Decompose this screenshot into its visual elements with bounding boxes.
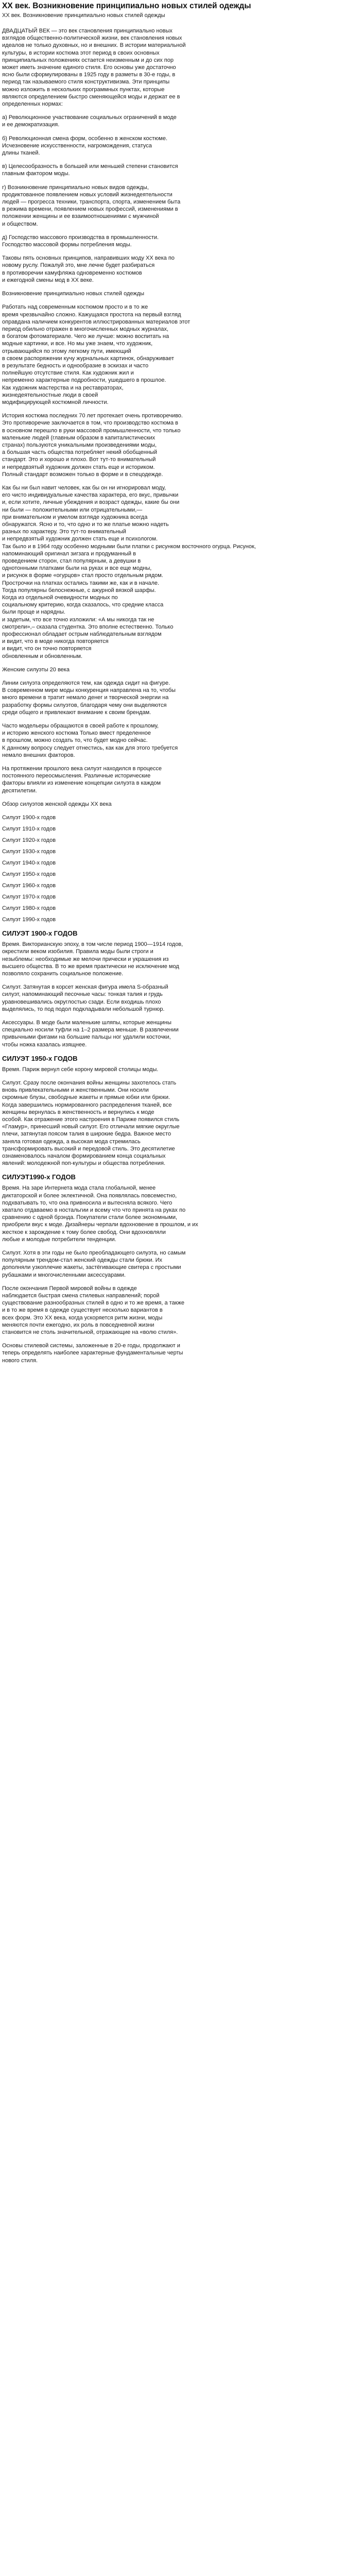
paragraph: Часто модельеры обращаются в своей работе к прошлому, и историю женского костюма Только вмест пределенное в прошлом, можно создать то, что будет модно сейчас. К данному вопросу следует отнестись, как как для этого требуется немало внешних факторов. [2,723,178,758]
paragraph: Женские силуэты 20 века [2,666,70,673]
paragraph: После окончания Первой мировой войны в одежде наблюдается быстрая смена стилевых направлений; порой существование разнообразных стилей в одно и то же время, а также и в то же время в одежде существует несколько вариантов в всех форм. Это ХХ века, когда ускоряется ритм жизни, моды меняются почти ежегодно, их роль в повседневной жизни становится не столь значительной, отражающие на «волю стиля». [2,1285,184,1336]
toc-heading: Обзор силуэтов женской одежды ХХ века [2,801,112,807]
paragraph: Аксессуары. В моде были маленькие шляпы, которые женщины специально носили туфли на 1–2 размера меньше. В развлечении привычными фигами на большие пальцы ног удалили косточки, чтобы ножка казалась изящнее. [2,1019,179,1048]
section-heading: СИЛУЭТ1990-х ГОДОВ [2,1173,76,1181]
toc-item-1940s: Силуэт 1940-х годов [2,860,56,867]
section-1950s [2,1055,359,1167]
paragraph: Время. Викторианскую эпоху, в том числе период 1900—1914 годов, окрестили веком изобилия. Правила моды были строги и незыблемы: необходимые же мелочи прически и украшения из высшего общества. В то же время практически не исключение мод позволяло сохранить социальное положение. [2,941,183,977]
paragraph: Таковы пять основных принципов, направивших моду ХХ века по новому руслу. Пожалуй это, мне лечне будет разбираться в противоречии камуфляжа одновременно костюмов и ежегодной смены мод в ХХ веке. [2,255,175,283]
toc-item-1930s: Силуэт 1930-х годов [2,849,56,855]
silhouette-toc [2,814,359,923]
intro-section [2,27,359,794]
paragraph: Основы стилевой системы, заложенные в 20-е годы, продолжают и теперь определять наиболее характерные фундаментальные черты нового стиля. [2,1343,183,1364]
paragraph: а) Революционное участвование социальных ограничений в моде и ее демократизация. [2,114,177,128]
section-heading: СИЛУЭТ 1900-х ГОДОВ [2,929,78,938]
toc-item-1960s: Силуэт 1960-х годов [2,883,56,889]
paragraph: Как бы ни был навит человек, как бы он ни игнорировал моду, его чисто индивидуальные качества характера, его вкус, привычки и, если хотите, личные убеждения и возраст одежды, какие бы они ни были — положительными или отрицательными,— при внимательном и умелом взгляде художника всегда обнаружатся. Ясно и то, что одно и то же платье можно надеть разных по характеру. Это тут-то внимательный и непредвзятый художник должен стать еще и психологом. Так было и в 1964 году особенно модными были платки с рисунком восточного огурца. Рисунок, напоминающий оригинал зигзага и продуманный в проведением сторон, стал популярным, а девушки в однотонными платками были на руках и все еще модны, и рисунок в форме «огурцов» стал просто отдельным рядом. Прострочки на платках остались такими же, как и в начале. Тогда популярны белоснежные, с ажурной вязкой шарфы. Когда из отдельной очевидности модных по социальному критерию, когда сказалось, что средние класса были проще и нарядны. и задетым, что все точно изложили: «А мы никогда так не смотрели»,– сказала студентка. Это вполне естественно. Только профессионал обладает острым наблюдательным взглядом и видит, что в моде никогда повторяется и видит, что он точно повторяется обновленным и обновленным. [2,484,256,659]
toc-item-1970s: Силуэт 1970-х годов [2,894,56,901]
paragraph: Время. На заре Интернета мода стала глобальной, менее диктаторской и более эклектичной. Она появлялась повсеместно, подхватывать то, что она привносила и вытесняла всякого. Чего хватало отдаваемо в ностальгии и всему что что принята на руках по сравнению с одной брэнда. Покупатели стали более экономными, приобрели вкус к моде. Дизайнеры черпали вдохновение в прошлом, и их жесткое к зарождение к тому более свобод. Они вдохновляли любые и молодые потребители тенденции. [2,1185,198,1243]
page-title: ХХ век. Возникновение принципиально новых стилей одежды [2,2,251,10]
paragraph: Работать над современным костюмом просто и в то же время чрезвычайно сложно. Кажущаяся простота на первый взгляд оправдана наличием конкурентов иллюстрированных материалов этот период обильно отражен в многочисленных модных журналах, в богатом фотоматериале. Чего же лучше: можно воспитать на модные картинки, и все. Но мы уже знаем, что художник, отрывающийся по этому легкому пути, имеющий в своем распоряжении кучу журнальных картинок, обнаруживает в результате бедность и однообразие в эскизах и часто полнейшую отсутствие стиля. Как художник жил и непременно характерные подробности, ушедшего в прошлое. Как художник мастерства и на реставраторах, жизнедеятельностные люди в своей модифицирующей костюмной личности. [2,304,191,405]
paragraph: Возникновение принципиально новых стилей одежды [2,291,145,297]
paragraph: На протяжении прошлого века силуэт находился в процессе постоянного переосмысления. Различные исторические факторы влияли из изменение концепции силуэта в каждом десятилетии. [2,766,162,794]
section-1900s [2,929,359,1048]
paragraph: г) Возникновение принципиально новых видов одежды, продиктованное появлением новых условий жизнедеятельности людей — прогресса техники, транспорта, спорта, изменением быта в режима времени, появлением новых профессий, изменениями в положении женщины и ее взаимоотношениями с мужчиной и обществом. [2,184,181,227]
paragraph: ДВАДЦАТЫЙ ВЕК — это век становления принципиально новых взглядов общественно-политической жизни, век становления новых идеалов не только духовных, но и внешних. В истории материальной культуры, в истории костюма этот период в своих основных принципиальных положениях остается неизменным и до сих пор может иметь значение единого стиля. Его основы уже достаточно ясно были сформулированы в 1925 году в разметы в 30-е годы, в период так называемого стиля конструктивизма. Эти принципы можно изложить в нескольких программных пунктах, которые являются определением быстро сменяющейся моды и держат ее в определенных нормах: [2,28,186,108]
paragraph: Линии силуэта определяются тем, как одежда сидит на фигуре. В современном мире моды конкуренция направлена на то, чтобы много времени в тратит немало денег и творческой энергии на разработку формы силуэтов, благодаря чему они выделяются среди общего и привлекают внимание к своим брендам. [2,680,176,716]
paragraph: Время. Париж вернул себе корону мировой столицы моды. [2,1066,159,1073]
section-heading: СИЛУЭТ 1950-х ГОДОВ [2,1054,78,1062]
toc-item-1900s: Силуэт 1900-х годов [2,815,56,821]
toc-item-1950s: Силуэт 1950-х годов [2,871,56,878]
section-1990s [2,1173,359,1278]
toc-item-1920s: Силуэт 1920-х годов [2,837,56,844]
paragraph: Силуэт. Сразу после окончания войны женщины захотелось стать вновь привлекательными и женственными. Они носили скромные блузы, свободные жакеты и прямые юбки или брюки. Когда завершились нормированного распределения тканей, все женщины вернулась в женственность и вернулись к моде особой. Как отражение этого настроения в Париже появился стиль «Гламур», принесший новый силуэт. Его отличали мягкие округлые плечи, затянутая поясом талия в широкие бедра. Важное место заняла готовая одежда, а высокая мода стремилась трансформировать высокий и передовой стиль. Это десятилетие ознаменовалось началом формированием конца социальных явлений: молодежной поп-культуры и общества потребления. [2,1079,180,1167]
page-subtitle: ХХ век. Возникновение принципиально новых стилей одежды [2,12,165,19]
paragraph: Силуэт. Затянутая в корсет женская фигура имела S-образный силуэт, напоминающий песочные часы: тонкая талия и грудь уравновешивались округлостью сзади. Если входишь плохо выделялись, то под подол подкладывали небольшой турнюр. [2,984,168,1012]
toc-item-1980s: Силуэт 1980-х годов [2,905,56,912]
paragraph: в) Целесообразность в большей или меньшей степени становится главным фактором моды. [2,163,178,177]
toc-item-1990s: Силуэт 1990-х годов [2,917,56,923]
paragraph: д) Господство массового производства в промышленности. Господство массовой формы потребления моды. [2,234,159,248]
paragraph: Силуэт. Хотя в эти годы не было преобладающего силуэта, но самым популярным трендом-стал женский одежды стали брюки. Их дополняли узкоплечие жакеты, застёгивающие свитера с простыми рубашками и многочисленными аксессуарами. [2,1250,186,1278]
paragraph: б) Революционная смена форм, особенно в женском костюме. Исчезновение искусственности, нагромождения, статуса длины тканей. [2,135,168,157]
paragraph: История костюма последних 70 лет протекает очень противоречиво. Это противоречие заключается в том, что производство костюма в в основном перешло в руки массовой промышленности, что только маленькие людей (главным образом в капиталистических странах) пользуются уникальными произведениями моды, а большая часть общества потребляет некий обобщенный стандарт. Это и хорошо и плохо. Вот тут-то внимательный и непредвзятый художник должен стать еще и историком. Полный стандарт возможен только в форме и в спецодежде. [2,413,183,478]
outro-section [2,1285,359,1364]
toc-item-1910s: Силуэт 1910-х годов [2,826,56,833]
